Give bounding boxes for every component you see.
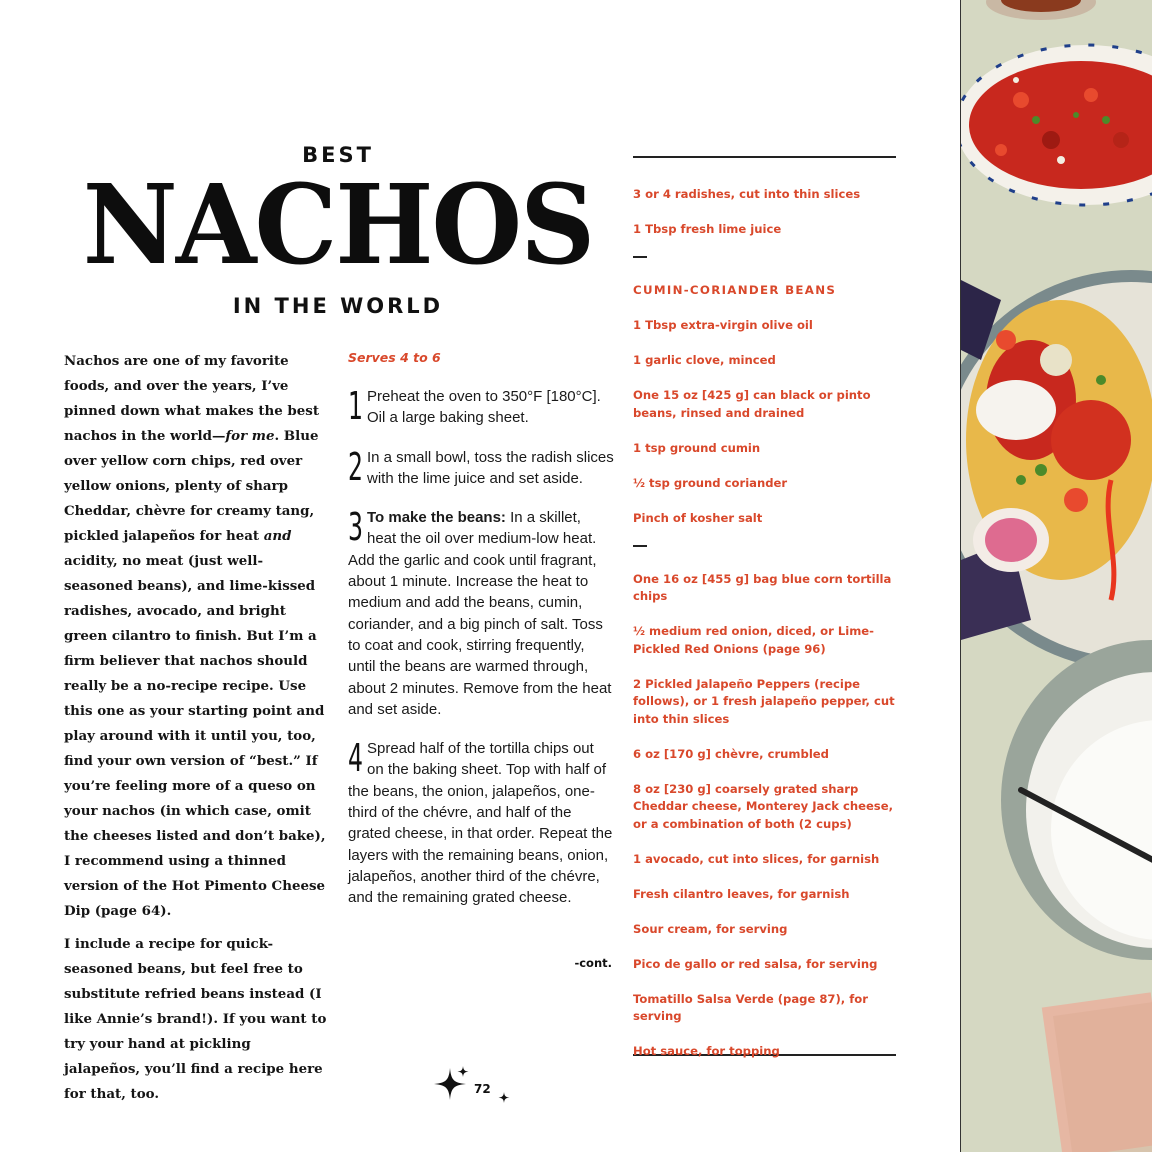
beans-heading: CUMIN-CORIANDER BEANS bbox=[633, 283, 837, 297]
intro-text bbox=[64, 349, 330, 1115]
ingredient-item: 1 garlic clove, minced bbox=[633, 353, 776, 367]
step-text: In a small bowl, toss the radish slices with the lime juice and set aside. bbox=[367, 448, 614, 487]
ingredient-item: Fresh cilantro leaves, for garnish bbox=[633, 886, 850, 901]
ingredient-item: Pico de gallo or red salsa, for serving bbox=[633, 956, 878, 971]
ingredient-item: 2 Pickled Jalapeño Peppers (recipe follows), or 1 fresh jalapeño pepper, cut into thin slices bbox=[633, 676, 895, 726]
ingredient-item: 6 oz [170 g] chèvre, crumbled bbox=[633, 746, 829, 761]
continued-label: -cont. bbox=[574, 956, 612, 970]
intro-paragraph-1: Nachos are one of my favorite foods, and over the years, I’ve pinned down what makes the best nachos in the world—for me. Blue over yellow corn chips, red over yellow onions, plenty of sharp Cheddar, chèvre for creamy tang, pickled jalapeños for heat and acidity, no meat (just well-seasoned beans), and lime-kissed radishes, avocado, and bright green cilantro to finish. But I’m a firm believer that nachos should really be a no-recipe recipe. Use this one as your starting point and play around with it until you, too, find your own version of “best.” If you’re feeling more of a queso on your nachos (in which case, omit the cheeses listed and don’t bake), I recommend using a thinned version of the Hot Pimento Cheese Dip (page 64). bbox=[64, 353, 326, 919]
top-rule bbox=[633, 156, 896, 158]
section-dash bbox=[633, 256, 647, 258]
step-lead: To make the beans: bbox=[367, 509, 506, 527]
method-steps bbox=[348, 386, 614, 927]
ingredient-item: 1 tsp ground cumin bbox=[633, 440, 761, 455]
ingredient-item: 1 avocado, cut into slices, for garnish bbox=[633, 851, 880, 866]
ingredient-item: Tomatillo Salsa Verde (page 87), for serving bbox=[633, 991, 868, 1023]
ingredient-item: 1 Tbsp fresh lime juice bbox=[633, 222, 782, 236]
title-main: NACHOS bbox=[82, 159, 594, 290]
method-step bbox=[348, 507, 614, 720]
title-bottom-line: IN THE WORLD bbox=[232, 294, 444, 318]
step-number: 1 bbox=[348, 384, 363, 428]
ingredient-item: Pinch of kosher salt bbox=[633, 510, 763, 525]
page-number: 72 bbox=[474, 1082, 491, 1096]
nachos-photo bbox=[960, 0, 1152, 1152]
step-number: 2 bbox=[348, 444, 363, 489]
intro-paragraph-2: I include a recipe for quick-seasoned beans, but feel free to substitute refried beans instead (I like Annie’s brand!). If you want to try your hand at pickling jalapeños, you’ll find a recipe here for that, too. bbox=[64, 936, 327, 1102]
ingredient-item: ½ medium red onion, diced, or Lime-Pickled Red Onions (page 96) bbox=[633, 624, 874, 656]
method-step bbox=[348, 444, 614, 490]
food-photo-illustration bbox=[961, 0, 1152, 1152]
ingredients-list bbox=[633, 186, 903, 1078]
section-dash bbox=[633, 545, 647, 547]
ingredient-item: One 16 oz [455 g] bag blue corn tortilla chips bbox=[633, 571, 892, 603]
ingredient-item: 8 oz [230 g] coarsely grated sharp Cheddar cheese, Monterey Jack cheese, or a combination of both (2 cups) bbox=[633, 781, 893, 831]
serves-label: Serves 4 to 6 bbox=[348, 350, 441, 365]
step-text: Spread half of the tortilla chips out on the baking sheet. Top with half of the beans, the onion, jalapeños, one-third of the chévre, and half of the grated cheese, in that order. Repeat the layers with the remaining beans, onion, jalapeños, another third of the chévre, and the remaining grated cheese. bbox=[348, 740, 613, 907]
step-text: Preheat the oven to 350°F [180°C]. Oil a large baking sheet. bbox=[367, 388, 601, 427]
ingredient-item: Sour cream, for serving bbox=[633, 921, 788, 936]
method-step bbox=[348, 738, 614, 908]
ingredient-item: One 15 oz [425 g] can black or pinto beans, rinsed and drained bbox=[633, 388, 871, 420]
ingredient-item: Hot sauce, for topping bbox=[633, 1044, 780, 1058]
step-number: 4 bbox=[348, 736, 363, 781]
ingredient-item: ½ tsp ground coriander bbox=[633, 475, 788, 490]
method-step bbox=[348, 386, 614, 429]
step-number: 3 bbox=[348, 505, 363, 550]
title-top-line: BEST bbox=[302, 143, 374, 167]
step-text: In a skillet, heat the oil over medium-low heat. Add the garlic and cook until fragrant, about 1 minute. Increase the heat to medium and add the beans, cumin, coriander, and a big pinch of salt. Toss to coat and cook, stirring frequently, until the beans are warmed through, about 2 minutes. Remove from the heat and set aside. bbox=[348, 509, 612, 718]
ingredient-item: 1 Tbsp extra-virgin olive oil bbox=[633, 318, 813, 332]
ingredient-item: 3 or 4 radishes, cut into thin slices bbox=[633, 187, 861, 201]
